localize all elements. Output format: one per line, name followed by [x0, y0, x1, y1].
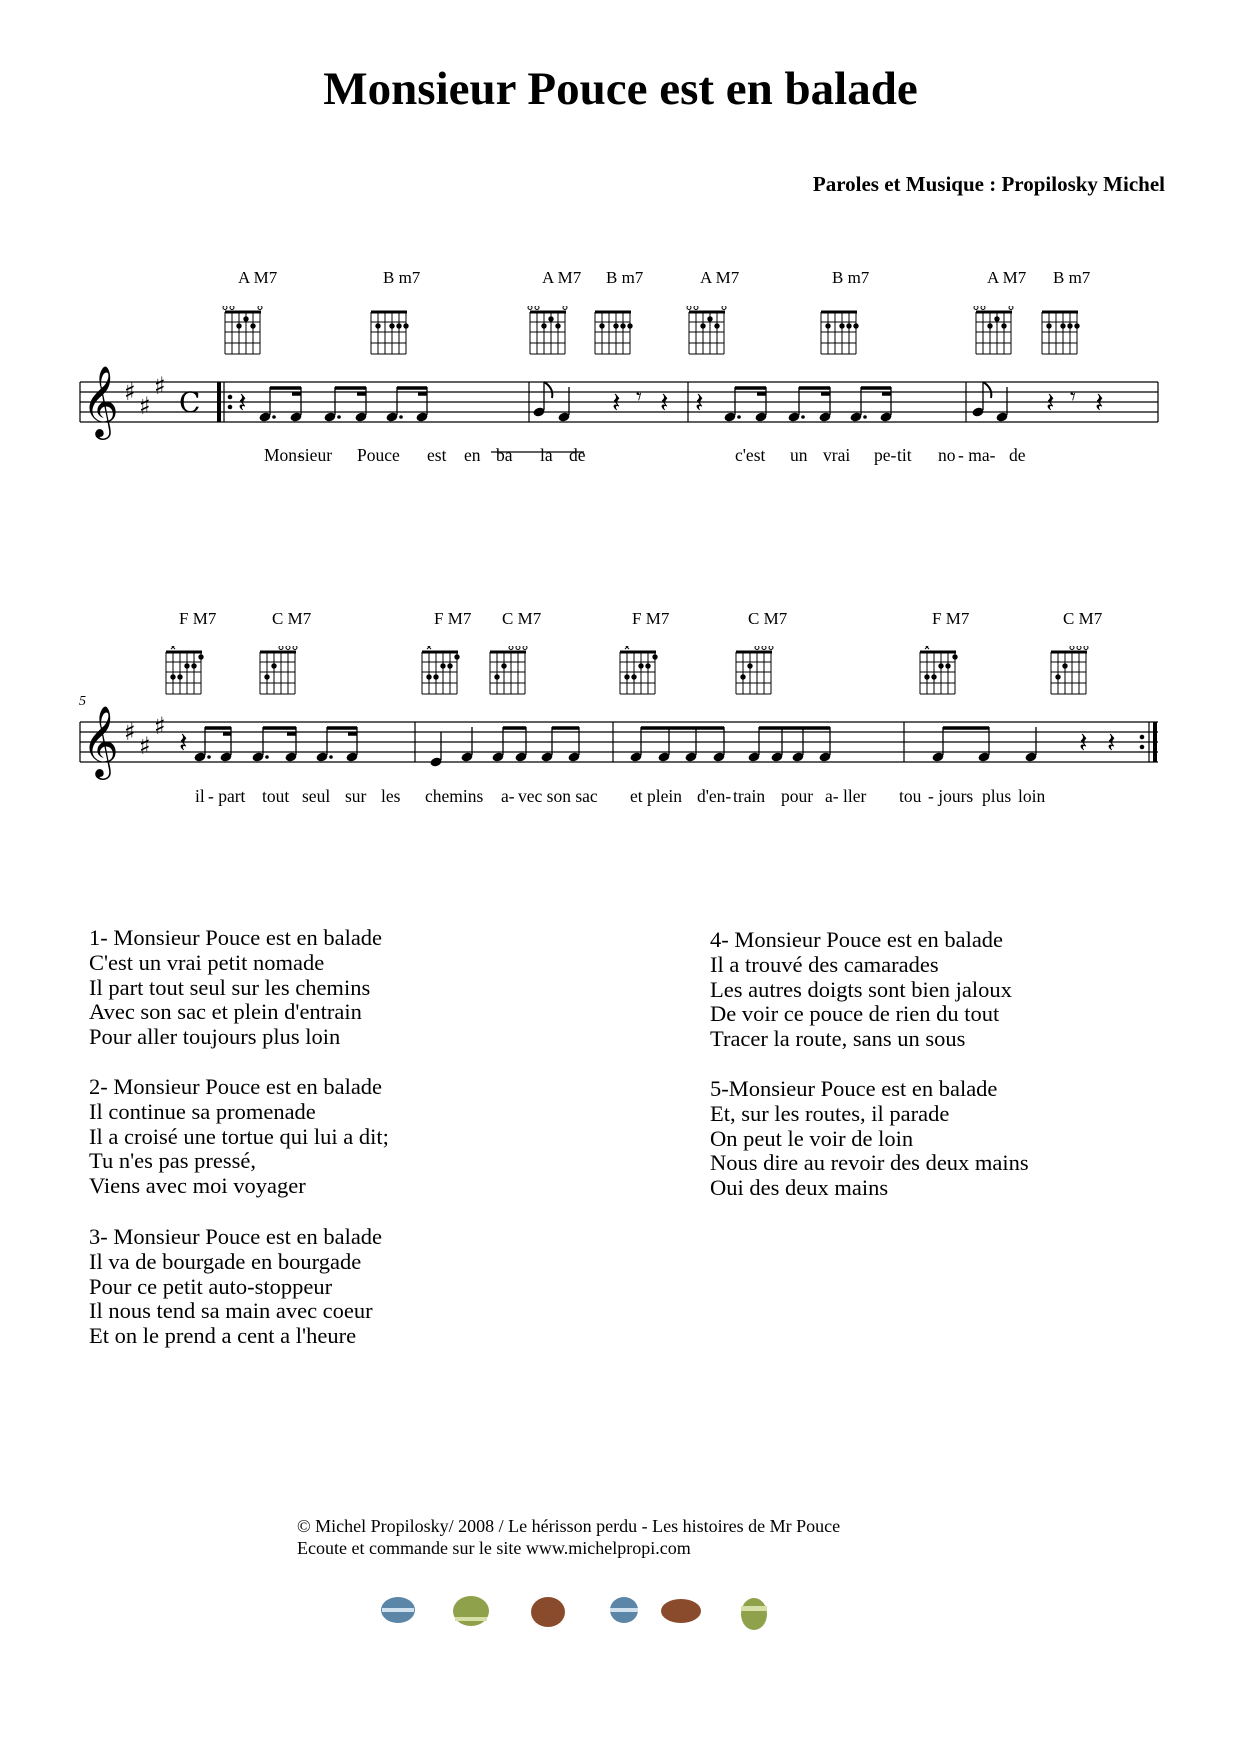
lyric-syllable: les — [381, 786, 401, 806]
green-dot-icon — [741, 1598, 767, 1630]
chord-diagram-icon — [419, 646, 461, 696]
chord-diagram-icon — [733, 646, 775, 696]
brown-dot-icon — [531, 1597, 565, 1627]
chord-label: B m7 — [606, 268, 644, 287]
verse-line: 4- Monsieur Pouce est en balade — [710, 927, 1004, 952]
lyric-syllable: a- — [825, 786, 839, 806]
lyric-syllable: est — [427, 445, 447, 465]
lyric-syllable: pour — [781, 786, 814, 806]
song-title: Monsieur Pouce est en balade — [323, 63, 918, 115]
verse-3 — [89, 1225, 382, 1349]
svg-text:𝄾: 𝄾 — [636, 385, 642, 410]
svg-text:♯: ♯ — [139, 392, 151, 420]
svg-text:𝄽: 𝄽 — [1046, 386, 1055, 419]
chord-diagram-icon — [818, 306, 860, 356]
chord-diagram-icon — [1048, 646, 1090, 696]
chord-diagram-icon — [222, 306, 264, 356]
chord-label: C M7 — [272, 609, 312, 628]
lyric-syllable: loin — [1018, 786, 1046, 806]
svg-text:𝄽: 𝄽 — [238, 386, 247, 419]
lyric-syllable: a- — [501, 786, 515, 806]
music-staff — [78, 360, 1170, 460]
verse-line: Il part tout seul sur les chemins — [89, 974, 371, 1000]
chord-diagram-icon — [527, 306, 569, 356]
chord-label: F M7 — [434, 609, 472, 628]
verse-line: Il continue sa promenade — [89, 1098, 316, 1124]
chord-label: A M7 — [987, 268, 1027, 287]
svg-text:𝄽: 𝄽 — [179, 726, 188, 759]
verse-line: Et, sur les routes, il parade — [710, 1100, 950, 1126]
chord-diagram-icon — [163, 646, 205, 696]
verse-line: Tu n'es pas pressé, — [89, 1148, 256, 1174]
svg-text:𝄽: 𝄽 — [612, 386, 621, 419]
lyric-syllable: ba — [496, 445, 513, 465]
verse-line: Il nous tend sa main avec coeur — [89, 1298, 373, 1324]
lyric-syllable: d'en- — [697, 786, 732, 806]
lyric-syllable: de — [1009, 445, 1026, 465]
verse-line: Pour aller toujours plus loin — [89, 1024, 341, 1050]
green-dot-icon — [453, 1596, 489, 1626]
lyric-syllable: un — [790, 445, 808, 465]
svg-text:♯: ♯ — [124, 718, 136, 746]
verse-line: Avec son sac et plein d'entrain — [89, 999, 362, 1025]
lyric-syllable: Mon- — [264, 445, 303, 465]
footer — [297, 1516, 840, 1559]
chord-label: A M7 — [542, 268, 582, 287]
lyric-syllable: la — [540, 445, 553, 465]
verse-line: Nous dire au revoir des deux mains — [710, 1150, 1029, 1176]
lyric-syllable: tout — [262, 786, 290, 806]
svg-text:𝄽: 𝄽 — [1095, 386, 1104, 419]
verse-line: Viens avec moi voyager — [89, 1173, 306, 1199]
credits: Paroles et Musique : Propilosky Michel — [812, 172, 1165, 196]
lyric-syllable: plus — [982, 786, 1012, 806]
chord-label: F M7 — [179, 609, 217, 628]
website-line: Ecoute et commande sur le site www.michelpropi.com — [297, 1537, 691, 1558]
lyric-syllable: train — [733, 786, 766, 806]
lyric-syllable: sur — [345, 786, 367, 806]
lyric-syllable: en — [464, 445, 481, 465]
chord-diagram-icon — [368, 306, 410, 356]
copyright: © Michel Propilosky/ 2008 / Le hérisson perdu - Les histoires de Mr Pouce — [297, 1516, 841, 1536]
verse-4 — [710, 928, 1012, 1052]
svg-text:𝄽: 𝄽 — [660, 386, 669, 419]
chord-diagram-icon — [1039, 306, 1081, 356]
verse-2 — [89, 1075, 389, 1199]
verse-line: Les autres doigts sont bien jaloux — [710, 976, 1012, 1002]
lyric-syllable: sieur — [298, 445, 333, 465]
verse-line: Il a trouvé des camarades — [710, 951, 939, 977]
svg-text:𝄞: 𝄞 — [82, 704, 119, 777]
chord-label: F M7 — [632, 609, 670, 628]
svg-text:𝄽: 𝄽 — [695, 386, 704, 419]
verse-line: 5-Monsieur Pouce est en balade — [710, 1076, 998, 1101]
lyric-syllable: - jours — [928, 786, 974, 806]
lyric-syllable: no — [938, 445, 956, 465]
verse-line: C'est un vrai petit nomade — [89, 949, 325, 975]
lyric-syllable: tou — [899, 786, 922, 806]
verse-1 — [89, 926, 382, 1050]
verse-line: De voir ce pouce de rien du tout — [710, 1001, 1000, 1027]
lyric-syllable: ller — [843, 786, 867, 806]
svg-text:𝄞: 𝄞 — [82, 364, 119, 437]
chord-diagram-icon — [686, 306, 728, 356]
lyric-syllable: tit — [897, 445, 912, 465]
svg-text:♯: ♯ — [154, 372, 166, 400]
svg-text:𝄽: 𝄽 — [1107, 726, 1116, 759]
verse-line: 3- Monsieur Pouce est en balade — [89, 1224, 383, 1249]
chord-label: B m7 — [832, 268, 870, 287]
chord-diagram-icon — [257, 646, 299, 696]
lyric-syllable: pe- — [874, 445, 897, 465]
lyric-syllable: de — [569, 445, 586, 465]
lyric-syllable: - part — [208, 786, 246, 806]
svg-text:𝄽: 𝄽 — [1079, 726, 1088, 759]
lyric-syllable: - ma- — [958, 445, 996, 465]
lyric-syllable: vec son sac — [518, 786, 598, 806]
verse-line: 2- Monsieur Pouce est en balade — [89, 1074, 383, 1099]
lyric-syllable: Pouce — [357, 445, 400, 465]
lyric-syllable: seul — [302, 786, 331, 806]
verse-5 — [710, 1077, 1029, 1201]
svg-text:♯: ♯ — [139, 732, 151, 760]
lyric-syllable: il — [195, 786, 205, 806]
chord-diagram-icon — [487, 646, 529, 696]
chord-diagram-icon — [592, 306, 634, 356]
chord-diagram-icon — [617, 646, 659, 696]
chord-label: B m7 — [1053, 268, 1091, 287]
lyric-syllable: et plein — [630, 786, 682, 806]
verse-line: Tracer la route, sans un sous — [710, 1026, 966, 1052]
verse-line: Oui des deux mains — [710, 1175, 889, 1201]
lyric-syllable: chemins — [425, 786, 484, 806]
chord-diagram-icon — [973, 306, 1015, 356]
chord-label: A M7 — [700, 268, 740, 287]
music-staff — [78, 700, 1170, 790]
lyric-syllable: vrai — [823, 445, 851, 465]
chord-label: C M7 — [502, 609, 542, 628]
chord-label: C M7 — [748, 609, 788, 628]
verse-line: Pour ce petit auto-stoppeur — [89, 1273, 333, 1299]
chord-label: A M7 — [238, 268, 278, 287]
chord-label: F M7 — [932, 609, 970, 628]
svg-text:𝄾: 𝄾 — [1070, 385, 1076, 410]
verse-line: 1- Monsieur Pouce est en balade — [89, 925, 383, 950]
chord-label: B m7 — [383, 268, 421, 287]
lyric-syllable: c'est — [735, 445, 766, 465]
svg-text:♯: ♯ — [124, 378, 136, 406]
brown-dot-icon — [661, 1599, 701, 1623]
verse-line: Et on le prend a cent a l'heure — [89, 1323, 357, 1349]
verse-line: On peut le voir de loin — [710, 1125, 914, 1151]
chord-label: C M7 — [1063, 609, 1103, 628]
verse-line: Il va de bourgade en bourgade — [89, 1248, 362, 1274]
chord-diagram-icon — [917, 646, 959, 696]
measure-number: 5 — [79, 694, 86, 709]
verse-line: Il a croisé une tortue qui lui a dit; — [89, 1123, 389, 1149]
svg-text:C: C — [179, 386, 201, 419]
decorative-dots-icon — [380, 1590, 780, 1634]
svg-text:♯: ♯ — [154, 712, 166, 740]
